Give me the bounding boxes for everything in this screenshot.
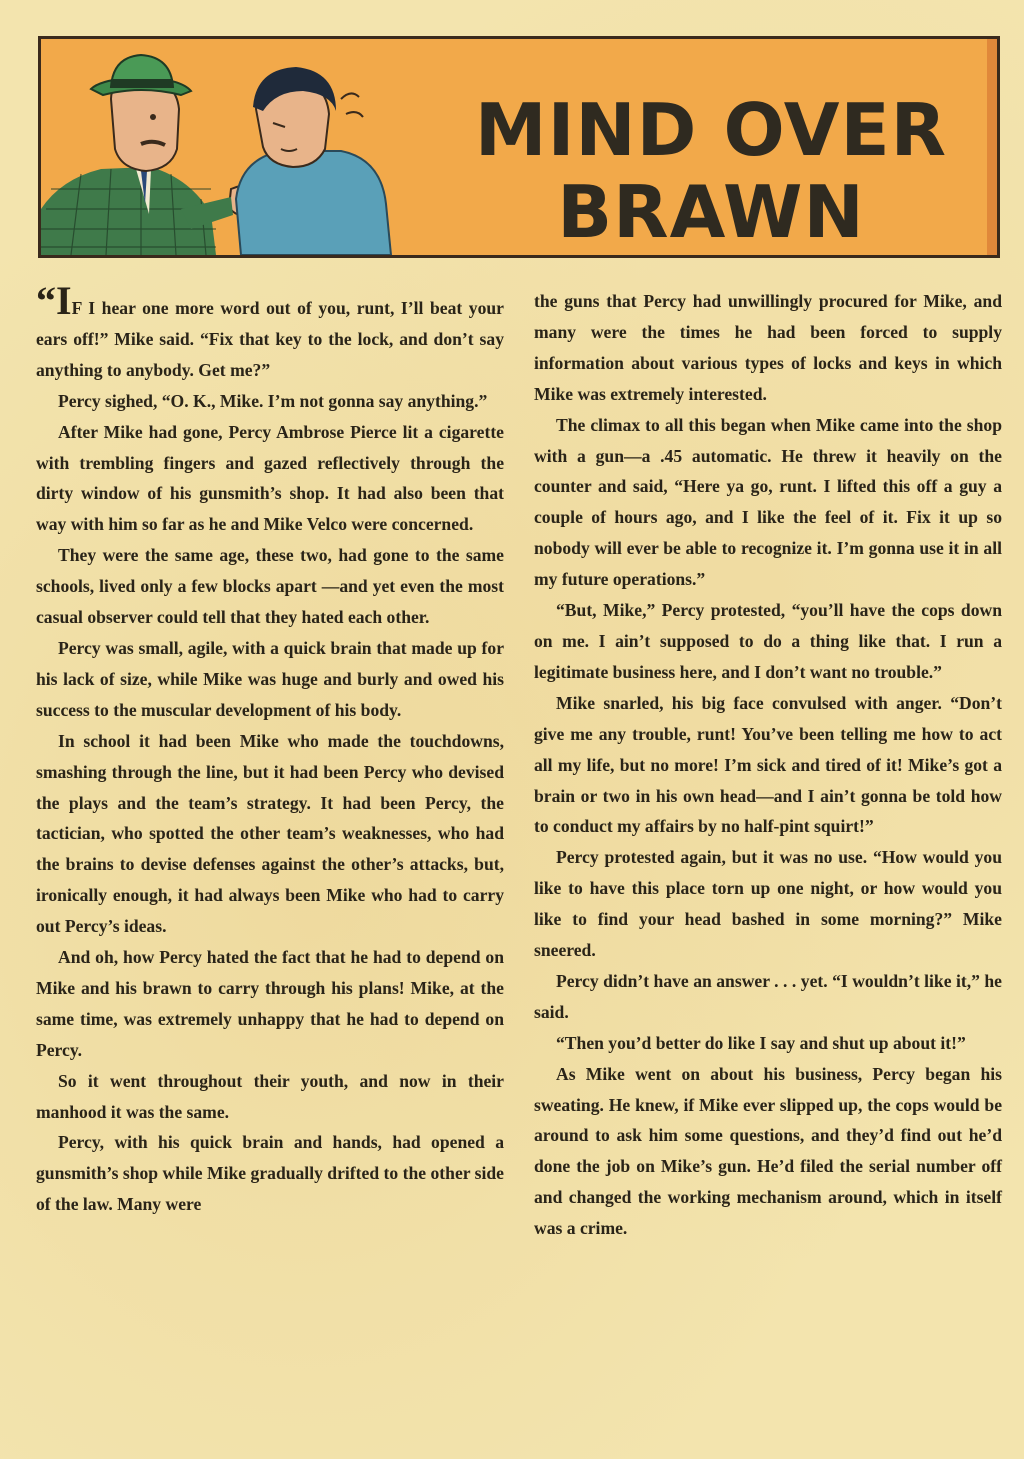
paragraph: After Mike had gone, Percy Ambrose Pierce lit a cigarette with trembling fingers and gazed reflectively through the dirty window of his gunsmith’s shop. It had also been that way with him so far as he and Mike Velco were concerned. xyxy=(36,421,504,535)
paragraph: Percy protested again, but it was no use. “How would you like to have this place torn up one night, or how would you like to find your head bashed in some morning?” Mike sneered. xyxy=(534,847,1002,961)
story-columns xyxy=(36,278,1002,1436)
paragraph: So it went throughout their youth, and now in their manhood it was the same. xyxy=(36,1070,504,1122)
opening-quote: “ xyxy=(36,278,56,323)
paragraph-text: F I hear one more word out of you, runt, I’ll beat your ears off!” Mike said. “Fix that key to the lock, and don’t say anything to anybody. Get me?” xyxy=(36,298,504,380)
paragraph: As Mike went on about his business, Percy began his sweating. He knew, if Mike ever slipped up, the cops would be around to ask him some questions, and they’d find out he’d done the job on Mike’s gun. He’d filed the serial number off and changed the working mechanism around, which in itself was a crime. xyxy=(534,1063,1002,1239)
paragraph: “But, Mike,” Percy protested, “you’ll have the cops down on me. I ain’t supposed to do a thing like that. I run a legitimate business here, and I don’t want no trouble.” xyxy=(534,600,1002,682)
paragraph: And oh, how Percy hated the fact that he had to depend on Mike and his brawn to carry through his plans! Mike, at the same time, was extremely unhappy that he had to depend on Percy. xyxy=(36,947,504,1060)
paragraph: the guns that Percy had unwillingly procured for Mike, and many were the times he had been forced to supply information about various types of locks and keys in which Mike was extremely interested. xyxy=(534,291,1002,404)
paragraph: Percy didn’t have an answer . . . yet. “I wouldn’t like it,” he said. xyxy=(534,970,1002,1022)
paragraph: They were the same age, these two, had gone to the same schools, lived only a few blocks apart —and yet even the most casual observer could tell that they hated each other. xyxy=(36,545,504,628)
paragraph: In school it had been Mike who made the touchdowns, smashing through the line, but it had been Percy who devised the plays and the team’s strategy. It had been Percy, the tactician, who spotted the other team’s weaknesses, who had the brains to devise defenses against the other’s attacks, but, ironically enough, it had always been Mike who had to carry out Percy’s ideas. xyxy=(36,730,504,937)
paragraph: “Then you’d better do like I say and shut up about it!” xyxy=(556,1032,966,1053)
paragraph: Percy was small, agile, with a quick brain that made up for his lack of size, while Mike was huge and burly and owed his success to the muscular development of his body. xyxy=(36,637,504,720)
story-column-left xyxy=(36,278,504,1436)
paragraph: Percy, with his quick brain and hands, had opened a gunsmith’s shop while Mike gradually drifted to the other side of the law. Many were xyxy=(36,1132,504,1215)
paragraph: Percy sighed, “O. K., Mike. I’m not gonna say anything.” xyxy=(58,390,488,411)
drop-cap: I xyxy=(56,278,72,323)
page-title xyxy=(461,89,961,253)
man-in-hat-illustration xyxy=(41,39,441,255)
paragraph: The climax to all this began when Mike came into the shop with a gun—a .45 automatic. He threw it heavily on the counter and said, “Here ya go, runt. I lifted this off a guy a couple of hours ago, and I like the feel of it. Fix it up so nobody will ever be able to recognize it. I’m gonna use it in all my future operations.” xyxy=(534,414,1002,590)
story-column-right xyxy=(534,286,1002,1436)
title-line-1: MIND OVER xyxy=(474,88,948,172)
title-banner xyxy=(38,36,1000,258)
title-line-2: BRAWN xyxy=(557,170,865,254)
paragraph: Mike snarled, his big face convulsed with anger. “Don’t give me any trouble, runt! You’ve been telling me how to act all my life, but no more! I’m sick and tired of it! Mike’s got a brain or two in his own head—and I ain’t gonna be told how to conduct my affairs by no half-pint squirt!” xyxy=(534,692,1002,837)
paragraph xyxy=(36,278,504,386)
